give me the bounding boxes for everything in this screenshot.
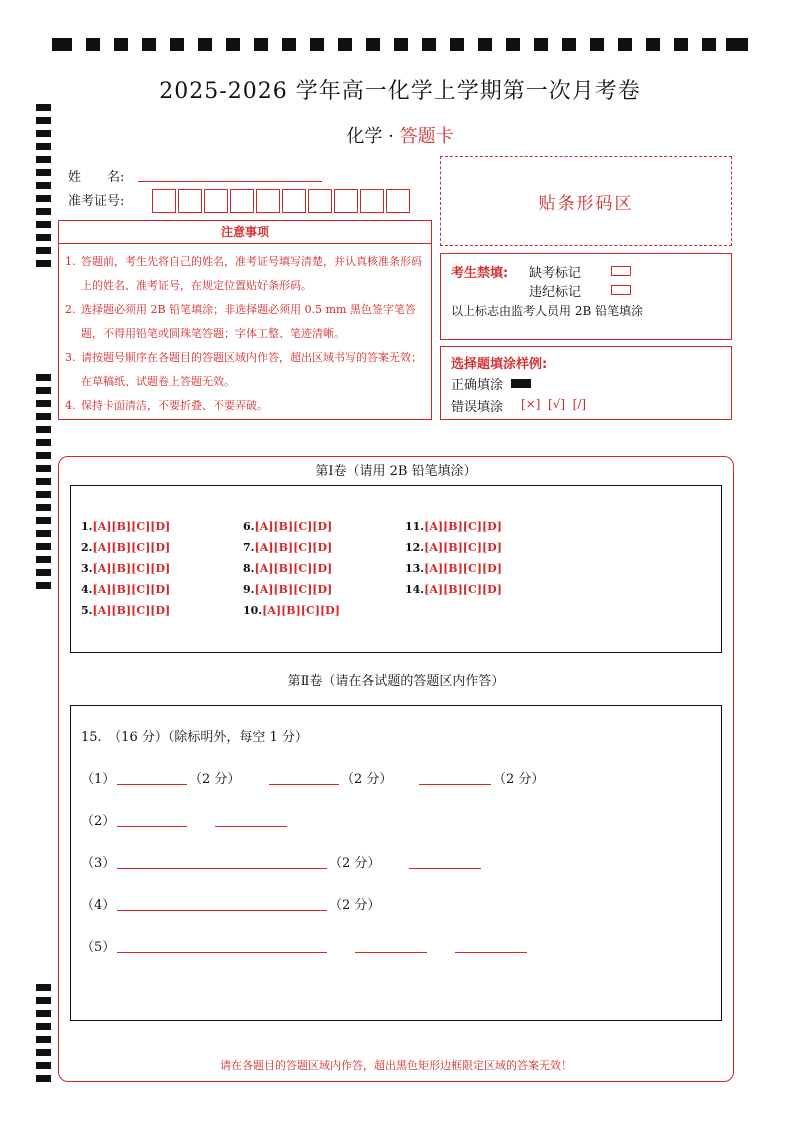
- timing-mark: [36, 426, 51, 433]
- timing-mark: [618, 38, 632, 51]
- mc-question[interactable]: [243, 562, 332, 575]
- q15-header: 15. （16 分）（除标明外，每空 1 分）: [81, 730, 308, 745]
- exam-id-digit-box[interactable]: [152, 189, 176, 213]
- timing-mark: [36, 221, 51, 228]
- timing-mark: [36, 478, 51, 485]
- exam-title: 2025-2026 学年高一化学上学期第一次月考卷: [159, 79, 641, 104]
- q15-sub3-label: （3）: [81, 856, 116, 871]
- timing-mark: [478, 38, 492, 51]
- notice-list: [59, 244, 431, 418]
- q15-sub4-label: （4）: [81, 898, 116, 913]
- mc-question-number: 1.: [81, 520, 93, 533]
- fill-example-box: [440, 346, 732, 420]
- subtitle-dot: ·: [388, 126, 394, 147]
- mc-options[interactable]: [A][B][C][D]: [254, 541, 333, 554]
- mc-question-number: 2.: [81, 541, 93, 554]
- timing-mark: [36, 413, 51, 420]
- mc-question-number: 13.: [405, 562, 425, 575]
- examinee-forbidden-box: [440, 253, 732, 340]
- correct-fill-label: 正确填涂: [451, 378, 504, 393]
- mc-question[interactable]: [81, 520, 170, 533]
- mc-question[interactable]: [81, 541, 170, 554]
- notice-item-text: 请按题号顺序在各题目的答题区域内作答，超出区域书写的答案无效；在草稿纸、试题卷上答题无效。: [81, 351, 422, 388]
- timing-mark: [36, 234, 51, 241]
- exam-id-digit-box[interactable]: [204, 189, 228, 213]
- absent-mark-box[interactable]: [611, 266, 631, 276]
- answer-blank[interactable]: [355, 952, 427, 953]
- mc-question[interactable]: [81, 583, 170, 596]
- timing-mark: [36, 465, 51, 472]
- timing-mark: [52, 38, 72, 51]
- mc-question[interactable]: [243, 520, 332, 533]
- timing-mark: [36, 582, 51, 589]
- example-title: 选择题填涂样例:: [451, 357, 548, 372]
- mc-options[interactable]: [A][B][C][D]: [254, 520, 333, 533]
- timing-mark: [366, 38, 380, 51]
- points-note: （2 分）: [329, 856, 381, 871]
- part1-label: 第Ⅰ卷（请用 2B 铅笔填涂）: [315, 464, 477, 479]
- notice-item-text: 保持卡面清洁，不要折叠、不要弄破。: [81, 399, 268, 412]
- mc-options[interactable]: [A][B][C][D]: [424, 520, 502, 533]
- timing-mark: [646, 38, 660, 51]
- timing-mark: [254, 38, 268, 51]
- timing-mark: [702, 38, 716, 51]
- points-note: （2 分）: [341, 772, 393, 787]
- mc-question-number: 14.: [405, 583, 425, 596]
- timing-mark: [36, 530, 51, 537]
- timing-mark: [282, 38, 296, 51]
- mc-question-number: 11.: [405, 520, 425, 533]
- timing-mark: [36, 387, 51, 394]
- timing-mark: [394, 38, 408, 51]
- mc-question[interactable]: [405, 541, 502, 554]
- mc-options[interactable]: [A][B][C][D]: [424, 562, 502, 575]
- notice-item: [65, 394, 423, 418]
- timing-mark: [36, 169, 51, 176]
- mc-question[interactable]: [405, 520, 502, 533]
- notice-item: [65, 250, 423, 298]
- points-note: （2 分）: [189, 772, 241, 787]
- notice-item: [65, 298, 423, 346]
- timing-mark: [36, 556, 51, 563]
- timing-mark: [36, 1023, 51, 1030]
- mc-options[interactable]: [A][B][C][D]: [254, 562, 333, 575]
- forbid-note: 以上标志由监考人员用 2B 铅笔填涂: [451, 304, 644, 318]
- question-15-box: [70, 705, 722, 1021]
- mc-question-number: 4.: [81, 583, 93, 596]
- timing-mark: [36, 260, 51, 267]
- exam-id-digit-box[interactable]: [334, 189, 358, 213]
- mc-options[interactable]: [A][B][C][D]: [92, 520, 171, 533]
- subject-label: 化学: [346, 126, 383, 147]
- violation-mark-box[interactable]: [611, 285, 631, 295]
- exam-id-label: 准考证号:: [68, 194, 125, 209]
- notice-item-text: 答题前，考生先将自己的姓名，准考证号填写清楚，并认真核准条形码上的姓名、准考证号，在规定位置贴好条形码。: [81, 255, 422, 292]
- absent-mark-label: 缺考标记: [529, 266, 582, 281]
- timing-mark: [36, 569, 51, 576]
- mc-question-number: 5.: [81, 604, 93, 617]
- name-field[interactable]: [138, 181, 322, 182]
- q15-sub1-label: （1）: [81, 772, 116, 787]
- mc-options[interactable]: [A][B][C][D]: [424, 541, 502, 554]
- timing-mark: [36, 104, 51, 111]
- mc-question[interactable]: [243, 583, 332, 596]
- mc-question-number: 9.: [243, 583, 255, 596]
- forbid-label: 考生禁填:: [451, 266, 509, 281]
- timing-mark: [506, 38, 520, 51]
- answer-blank[interactable]: [215, 826, 287, 827]
- mc-options[interactable]: [A][B][C][D]: [92, 583, 171, 596]
- timing-mark: [142, 38, 156, 51]
- mc-question-number: 7.: [243, 541, 255, 554]
- wrong-fill-samples: [×] [√] [/]: [521, 397, 587, 411]
- exam-id-digit-box[interactable]: [178, 189, 202, 213]
- notice-box: [58, 220, 432, 420]
- timing-mark: [726, 38, 748, 51]
- timing-mark: [36, 491, 51, 498]
- wrong-fill-label: 错误填涂: [451, 400, 504, 415]
- answer-blank[interactable]: [117, 826, 187, 827]
- timing-mark: [36, 400, 51, 407]
- answer-blank[interactable]: [117, 784, 187, 785]
- answer-blank[interactable]: [117, 952, 327, 953]
- timing-mark: [36, 247, 51, 254]
- mc-options[interactable]: [A][B][C][D]: [92, 604, 171, 617]
- barcode-label: 贴条形码区: [538, 193, 634, 214]
- timing-mark: [36, 374, 51, 381]
- notice-item-number: 4.: [65, 399, 76, 412]
- notice-item-number: 3.: [65, 351, 76, 364]
- mc-options[interactable]: [A][B][C][D]: [424, 583, 502, 596]
- answer-blank[interactable]: [269, 784, 339, 785]
- exam-id-digit-box[interactable]: [308, 189, 332, 213]
- part2-label: 第Ⅱ卷（请在各试题的答题区内作答）: [287, 674, 505, 689]
- answer-blank[interactable]: [117, 868, 327, 869]
- violation-mark-label: 违纪标记: [529, 285, 582, 300]
- timing-mark: [36, 439, 51, 446]
- correct-fill-sample: [511, 379, 531, 388]
- answer-card-label: 答题卡: [399, 126, 454, 147]
- exam-id-digit-box[interactable]: [256, 189, 280, 213]
- notice-item-text: 选择题必须用 2B 铅笔填涂；非选择题必须用 0.5 mm 黑色签字笔答题，不得用铅笔或圆珠笔答题；字体工整、笔迹清晰。: [81, 303, 416, 340]
- timing-mark: [36, 1075, 51, 1082]
- timing-mark: [562, 38, 576, 51]
- answer-blank[interactable]: [117, 910, 327, 911]
- timing-mark: [170, 38, 184, 51]
- timing-mark: [36, 156, 51, 163]
- timing-mark: [36, 1010, 51, 1017]
- points-note: （2 分）: [493, 772, 545, 787]
- mc-question[interactable]: [81, 604, 170, 617]
- timing-mark: [590, 38, 604, 51]
- timing-mark: [534, 38, 548, 51]
- mc-options[interactable]: [A][B][C][D]: [254, 583, 333, 596]
- exam-id-digit-box[interactable]: [282, 189, 306, 213]
- exam-id-digit-box[interactable]: [360, 189, 384, 213]
- notice-item-number: 1.: [65, 255, 76, 268]
- notice-item: [65, 346, 423, 394]
- multiple-choice-box: [70, 485, 722, 653]
- timing-mark: [450, 38, 464, 51]
- barcode-area: [440, 156, 732, 246]
- timing-mark: [338, 38, 352, 51]
- timing-mark: [310, 38, 324, 51]
- timing-mark: [36, 452, 51, 459]
- footer-warning: 请在各题目的答题区域内作答，超出黑色矩形边框限定区域的答案无效！: [220, 1059, 572, 1072]
- q15-sub5-label: （5）: [81, 940, 116, 955]
- mc-question[interactable]: [81, 562, 170, 575]
- mc-options[interactable]: [A][B][C][D]: [262, 604, 340, 617]
- timing-mark: [36, 517, 51, 524]
- timing-mark: [114, 38, 128, 51]
- timing-mark: [198, 38, 212, 51]
- timing-mark: [36, 1049, 51, 1056]
- answer-blank[interactable]: [455, 952, 527, 953]
- exam-id-field[interactable]: [152, 189, 412, 213]
- answer-blank[interactable]: [409, 868, 481, 869]
- points-note: （2 分）: [329, 898, 381, 913]
- mc-question[interactable]: [405, 562, 502, 575]
- mc-question[interactable]: [405, 583, 502, 596]
- timing-mark: [36, 984, 51, 991]
- exam-id-digit-box[interactable]: [386, 189, 410, 213]
- notice-title: 注意事项: [59, 221, 431, 244]
- timing-mark: [36, 543, 51, 550]
- card-subtitle: [0, 122, 800, 148]
- mc-question-number: 10.: [243, 604, 263, 617]
- mc-options[interactable]: [A][B][C][D]: [92, 562, 171, 575]
- timing-mark: [36, 208, 51, 215]
- mc-options[interactable]: [A][B][C][D]: [92, 541, 171, 554]
- mc-question-number: 3.: [81, 562, 93, 575]
- timing-mark: [36, 504, 51, 511]
- exam-id-digit-box[interactable]: [230, 189, 254, 213]
- timing-mark: [36, 195, 51, 202]
- timing-mark: [36, 182, 51, 189]
- mc-question-number: 12.: [405, 541, 425, 554]
- timing-mark: [36, 1062, 51, 1069]
- name-label: 姓 名:: [68, 170, 125, 185]
- timing-mark: [36, 1036, 51, 1043]
- answer-blank[interactable]: [419, 784, 491, 785]
- mc-question-number: 6.: [243, 520, 255, 533]
- mc-question[interactable]: [243, 604, 340, 617]
- timing-mark: [226, 38, 240, 51]
- timing-mark: [36, 997, 51, 1004]
- notice-item-number: 2.: [65, 303, 76, 316]
- timing-mark: [422, 38, 436, 51]
- timing-mark: [86, 38, 100, 51]
- q15-sub2-label: （2）: [81, 814, 116, 829]
- timing-mark: [674, 38, 688, 51]
- mc-question[interactable]: [243, 541, 332, 554]
- mc-question-number: 8.: [243, 562, 255, 575]
